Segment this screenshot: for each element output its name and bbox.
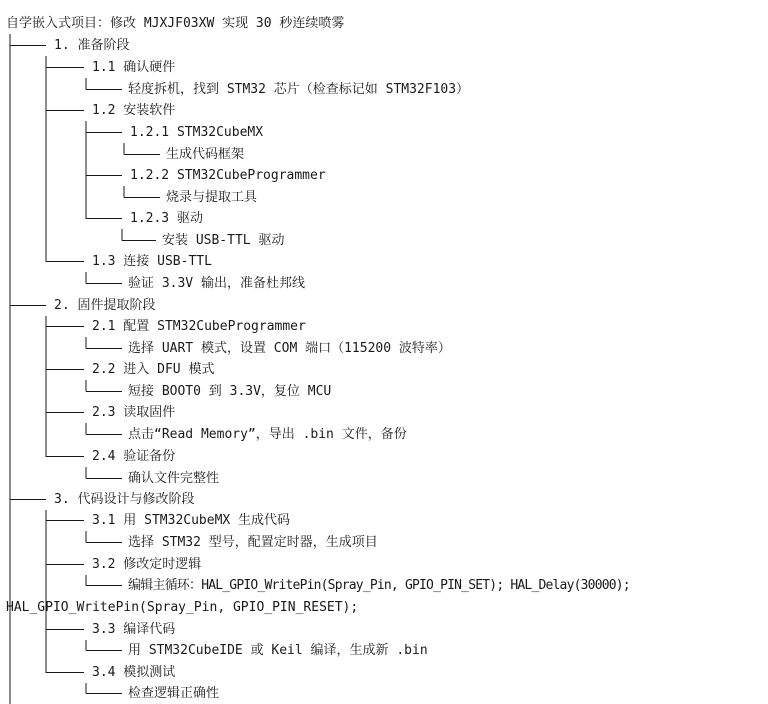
tree-leaf-2-4: 确认文件完整性 [128,471,220,486]
tree-node-2-3: 2.3 读取固件 [92,405,176,420]
tree-node-2-4: 2.4 验证备份 [92,449,176,464]
tree-node-section-3: 3. 代码设计与修改阶段 [54,492,195,507]
tree-leaf-2-2: 短接 BOOT0 到 3.3V，复位 MCU [128,384,332,399]
tree-node-3-1: 3.1 用 STM32CubeMX 生成代码 [92,513,291,528]
tree-node-3-3: 3.3 编译代码 [92,622,176,637]
tree-node-section-2: 2. 固件提取阶段 [54,298,156,313]
tree-node-1-3: 1.3 连接 USB-TTL [92,254,212,269]
tree-node-3-4: 3.4 模拟测试 [92,665,176,680]
tree-leaf-1-2-3: 安装 USB-TTL 驱动 [162,233,285,248]
tree-leaf-3-2-continued: HAL_GPIO_WritePin(Spray_Pin, GPIO_PIN_RESET); [6,600,359,615]
tree-node-2-1: 2.1 配置 STM32CubeProgrammer [92,319,306,334]
tree-node-1-2-3: 1.2.3 驱动 [130,211,203,226]
tree-leaf-2-1: 选择 UART 模式，设置 COM 端口（115200 波特率） [128,341,451,356]
tree-leaf-3-4: 检查逻辑正确性 [128,686,220,701]
tree-node-1-2: 1.2 安装软件 [92,103,176,118]
tree-leaf-1-1: 轻度拆机，找到 STM32 芯片（检查标记如 STM32F103） [128,82,470,97]
tree-leaf-1-2-2: 烧录与提取工具 [166,190,258,205]
tree-leaf-3-2: 编辑主循环：HAL_GPIO_WritePin(Spray_Pin, GPIO_PIN_SET); HAL_Delay(30000); [128,578,630,593]
tree-leaf-3-3: 用 STM32CubeIDE 或 Keil 编译，生成新 .bin [128,643,428,658]
tree-leaf-1-3: 验证 3.3V 输出，准备杜邦线 [128,276,305,291]
tree-leaf-2-3: 点击“Read Memory”，导出 .bin 文件，备份 [128,427,407,442]
tree-node-1-2-2: 1.2.2 STM32CubeProgrammer [130,168,326,183]
document-title: 自学嵌入式项目：修改 MJXJF03XW 实现 30 秒连续喷雾 [6,16,345,31]
tree-leaf-3-1: 选择 STM32 型号，配置定时器，生成项目 [128,535,378,550]
tree-node-2-2: 2.2 进入 DFU 模式 [92,362,215,377]
tree-node-1-2-1: 1.2.1 STM32CubeMX [130,125,264,140]
tree-node-section-1: 1. 准备阶段 [54,38,130,53]
tree-leaf-1-2-1: 生成代码框架 [166,147,245,162]
tree-node-1-1: 1.1 确认硬件 [92,60,176,75]
tree-node-3-2: 3.2 修改定时逻辑 [92,557,202,572]
